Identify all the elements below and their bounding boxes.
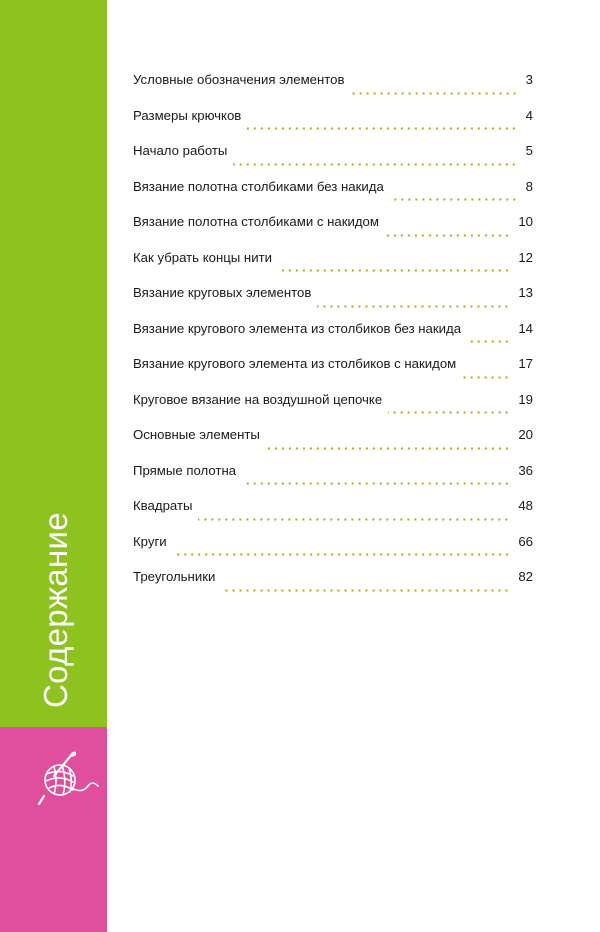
toc-entry-page: 48 — [518, 498, 533, 513]
toc-entry[interactable] — [133, 214, 533, 250]
toc-entry-title: Начало работы — [133, 143, 228, 158]
toc-entry-title: Вязание кругового элемента из столбиков с накидом — [133, 356, 457, 371]
toc-leader-dots — [198, 518, 510, 521]
section-title: Содержание — [37, 512, 74, 708]
toc-entry[interactable] — [133, 72, 533, 108]
toc-entry-title: Вязание полотна столбиками с накидом — [133, 214, 379, 229]
toc-entry-page: 3 — [525, 72, 533, 87]
toc-entry-title: Прямые полотна — [133, 462, 237, 478]
toc-entry-title: Вязание кругового элемента из столбиков без накида — [133, 320, 462, 336]
toc-entry[interactable] — [133, 392, 533, 428]
toc-entry-title: Основные элементы — [133, 427, 260, 442]
toc-entry[interactable] — [133, 569, 533, 605]
toc-entry-page: 8 — [525, 178, 533, 194]
toc-entry-page: 82 — [518, 569, 533, 584]
toc-entry[interactable] — [133, 250, 533, 286]
toc-entry-title: Размеры крючков — [133, 107, 242, 123]
toc-entry-page: 17 — [518, 356, 533, 371]
toc-leader-dots — [221, 589, 510, 592]
toc-entry-page: 13 — [518, 285, 533, 300]
toc-entry-page: 4 — [525, 107, 533, 123]
toc-leader-dots — [388, 411, 510, 414]
toc-leader-dots — [462, 376, 510, 379]
toc-entry[interactable] — [133, 356, 533, 392]
toc-entry[interactable] — [133, 285, 533, 321]
toc-entry-title: Круговое вязание на воздушной цепочке — [133, 391, 383, 407]
toc-entry-title: Условные обозначения элементов — [133, 72, 345, 87]
toc-entry-page: 19 — [518, 391, 533, 407]
toc-leader-dots — [266, 447, 510, 450]
toc-entry-page: 36 — [518, 462, 533, 478]
toc-entry-page: 20 — [518, 427, 533, 442]
toc-entry-page: 14 — [518, 320, 533, 336]
toc-leader-dots — [467, 340, 510, 343]
toc-entry[interactable] — [133, 463, 533, 499]
toc-leader-dots — [385, 234, 510, 237]
toc-entry-title: Круги — [133, 533, 167, 549]
toc-leader-dots — [233, 163, 517, 166]
toc-leader-dots — [247, 127, 517, 130]
toc-entry[interactable] — [133, 179, 533, 215]
toc-leader-dots — [278, 269, 510, 272]
toc-leader-dots — [242, 482, 510, 485]
toc-entry-title: Вязание полотна столбиками без накида — [133, 178, 384, 194]
toc-entry-page: 12 — [518, 249, 533, 265]
toc-entry-title: Как убрать концы нити — [133, 249, 272, 265]
table-of-contents — [133, 72, 533, 605]
toc-entry-title: Треугольники — [133, 569, 216, 584]
toc-leader-dots — [173, 553, 511, 556]
toc-entry[interactable] — [133, 498, 533, 534]
toc-entry[interactable] — [133, 108, 533, 144]
toc-leader-dots — [351, 92, 518, 95]
toc-entry[interactable] — [133, 321, 533, 357]
toc-entry-title: Квадраты — [133, 498, 193, 513]
toc-entry[interactable] — [133, 143, 533, 179]
toc-entry[interactable] — [133, 427, 533, 463]
toc-leader-dots — [390, 198, 518, 201]
toc-entry-title: Вязание круговых элементов — [133, 285, 312, 300]
toc-entry-page: 66 — [518, 533, 533, 549]
toc-entry-page: 10 — [518, 214, 533, 229]
yarn-ball-crochet-hook-icon — [36, 750, 102, 810]
toc-entry[interactable] — [133, 534, 533, 570]
toc-leader-dots — [317, 305, 510, 308]
toc-entry-page: 5 — [525, 143, 533, 158]
